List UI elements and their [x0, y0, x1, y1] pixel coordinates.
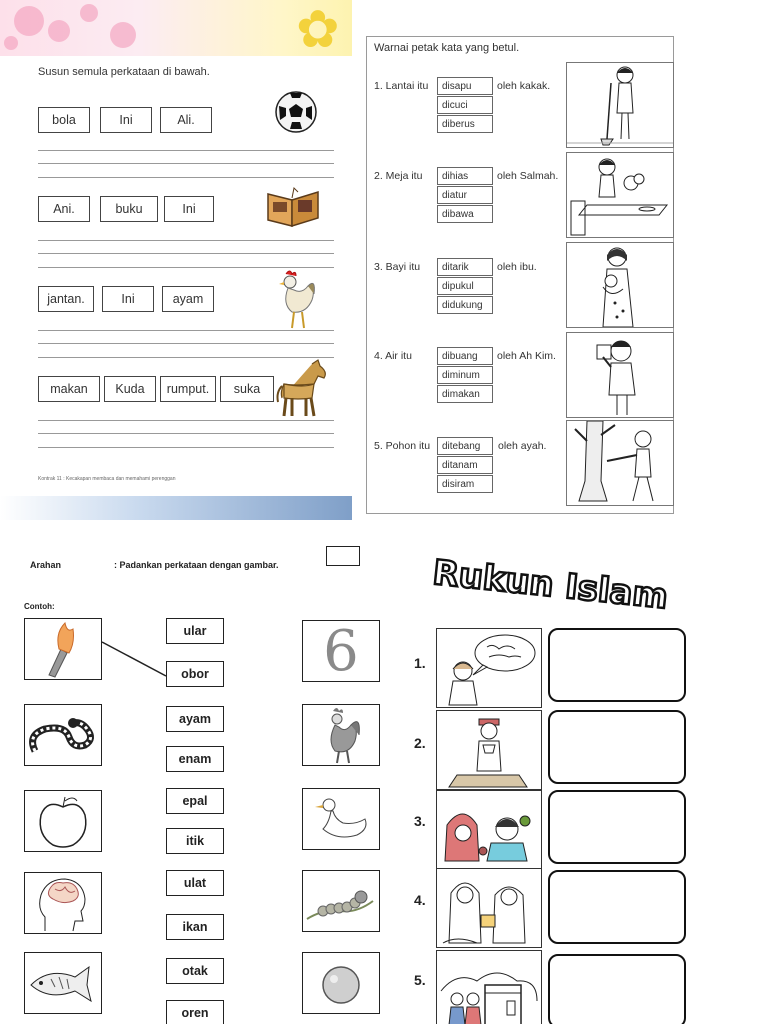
brain-icon [24, 872, 102, 934]
writing-line [38, 433, 334, 434]
word-box: Ani. [38, 196, 90, 222]
fasting-icon [436, 790, 542, 870]
word-box[interactable]: epal [166, 788, 224, 814]
flower-icon: ✿ [296, 1, 340, 59]
word-box[interactable]: ikan [166, 914, 224, 940]
word-box[interactable]: obor [166, 661, 224, 687]
answer-option[interactable]: ditebang [437, 437, 493, 455]
prayer-icon [436, 710, 542, 790]
item-number: 4. [414, 892, 426, 908]
word-box: Kuda [104, 376, 156, 402]
word-box: buku [100, 196, 158, 222]
word-box[interactable]: ulat [166, 870, 224, 896]
worksheet-warnai-petak [362, 0, 680, 520]
pink-dot [14, 6, 44, 36]
fish-icon [24, 952, 102, 1014]
writing-line [38, 177, 334, 178]
item-number: 5. [414, 972, 426, 988]
writing-line [38, 330, 334, 331]
footer-bar [0, 496, 352, 520]
question-prefix: 2. Meja itu [374, 170, 423, 182]
word-box: Ini [100, 107, 152, 133]
item-number: 3. [414, 813, 426, 829]
writing-line [38, 150, 334, 151]
writing-line [38, 420, 334, 421]
item-number: 2. [414, 735, 426, 751]
arahan-text: : Padankan perkataan dengan gambar. [114, 560, 279, 570]
answer-option[interactable]: disiram [437, 475, 493, 493]
pink-dot [110, 22, 136, 48]
word-box: Ini [102, 286, 154, 312]
question-prefix: 1. Lantai itu [374, 80, 429, 92]
word-box: suka [220, 376, 274, 402]
answer-option[interactable]: diatur [437, 186, 493, 204]
apple-icon [24, 790, 102, 852]
answer-box[interactable] [548, 954, 686, 1024]
kaaba-icon [436, 950, 542, 1024]
shahada-icon [436, 628, 542, 708]
worksheet-footer: Kontrak 11 : Kecakapan membaca dan memahami perenggan [38, 476, 176, 482]
susun-title: Susun semula perkataan di bawah. [38, 66, 210, 78]
answer-option[interactable]: dibawa [437, 205, 493, 223]
pink-dot [48, 20, 70, 42]
word-box[interactable]: otak [166, 958, 224, 984]
worksheet-susun-semula [0, 0, 352, 520]
six-text: 6 [323, 620, 359, 682]
question-suffix: oleh ayah. [498, 440, 547, 452]
arahan-label: Arahan [30, 560, 62, 570]
boy-drinking-icon [566, 332, 674, 418]
warnai-title: Warnai petak kata yang betul. [374, 42, 520, 54]
mother-baby-icon [566, 242, 674, 328]
answer-option[interactable]: dibuang [437, 347, 493, 365]
answer-option[interactable]: dimakan [437, 385, 493, 403]
writing-line [38, 240, 334, 241]
answer-option[interactable]: ditarik [437, 258, 493, 276]
question-prefix: 4. Air itu [374, 350, 412, 362]
word-box[interactable]: ular [166, 618, 224, 644]
girl-table-icon [566, 152, 674, 238]
word-box: rumput. [160, 376, 216, 402]
man-tree-icon [566, 420, 674, 506]
word-box[interactable]: oren [166, 1000, 224, 1024]
word-box[interactable]: itik [166, 828, 224, 854]
snake-icon [24, 704, 102, 766]
answer-box[interactable] [548, 628, 686, 702]
horse-icon [274, 358, 330, 418]
writing-line [38, 343, 334, 344]
answer-box[interactable] [548, 790, 686, 864]
rooster-icon [302, 704, 380, 766]
answer-option[interactable]: dihias [437, 167, 493, 185]
item-number: 1. [414, 655, 426, 671]
answer-option[interactable]: diberus [437, 115, 493, 133]
word-box: Ini [164, 196, 214, 222]
question-suffix: oleh kakak. [497, 80, 551, 92]
caterpillar-icon [302, 870, 380, 932]
orange-icon [302, 952, 380, 1014]
duck-icon [302, 788, 380, 850]
answer-option[interactable]: disapu [437, 77, 493, 95]
question-suffix: oleh ibu. [497, 261, 537, 273]
question-prefix: 3. Bayi itu [374, 261, 421, 273]
rooster-icon [274, 268, 318, 332]
zakat-icon [436, 868, 542, 948]
word-box: jantan. [38, 286, 94, 312]
answer-option[interactable]: diminum [437, 366, 493, 384]
ball-icon [274, 90, 318, 134]
answer-option[interactable]: dicuci [437, 96, 493, 114]
book-icon [264, 184, 322, 230]
word-box: makan [38, 376, 100, 402]
writing-line [38, 253, 334, 254]
question-suffix: oleh Ah Kim. [497, 350, 556, 362]
contoh-label: Contoh: [24, 602, 55, 611]
pink-dot [80, 4, 98, 22]
question-prefix: 5. Pohon itu [374, 440, 431, 452]
answer-option[interactable]: ditanam [437, 456, 493, 474]
answer-option[interactable]: didukung [437, 296, 493, 314]
girl-sweeping-icon [566, 62, 674, 148]
answer-box[interactable] [548, 710, 686, 784]
word-box[interactable]: ayam [166, 706, 224, 732]
word-box: Ali. [160, 107, 212, 133]
answer-box[interactable] [548, 870, 686, 944]
rukun-title-text: Rukun Islam [430, 552, 670, 618]
pink-dot [4, 36, 18, 50]
worksheet-padankan [0, 540, 392, 1024]
answer-option[interactable]: dipukul [437, 277, 493, 295]
rukun-title [430, 548, 670, 618]
writing-line [38, 447, 334, 448]
word-box: bola [38, 107, 90, 133]
writing-line [38, 163, 334, 164]
word-box: ayam [162, 286, 214, 312]
word-box[interactable]: enam [166, 746, 224, 772]
number-six [302, 620, 380, 682]
torch-icon [24, 618, 102, 680]
worksheet-rukun-islam [400, 540, 768, 1024]
question-suffix: oleh Salmah. [497, 170, 559, 182]
